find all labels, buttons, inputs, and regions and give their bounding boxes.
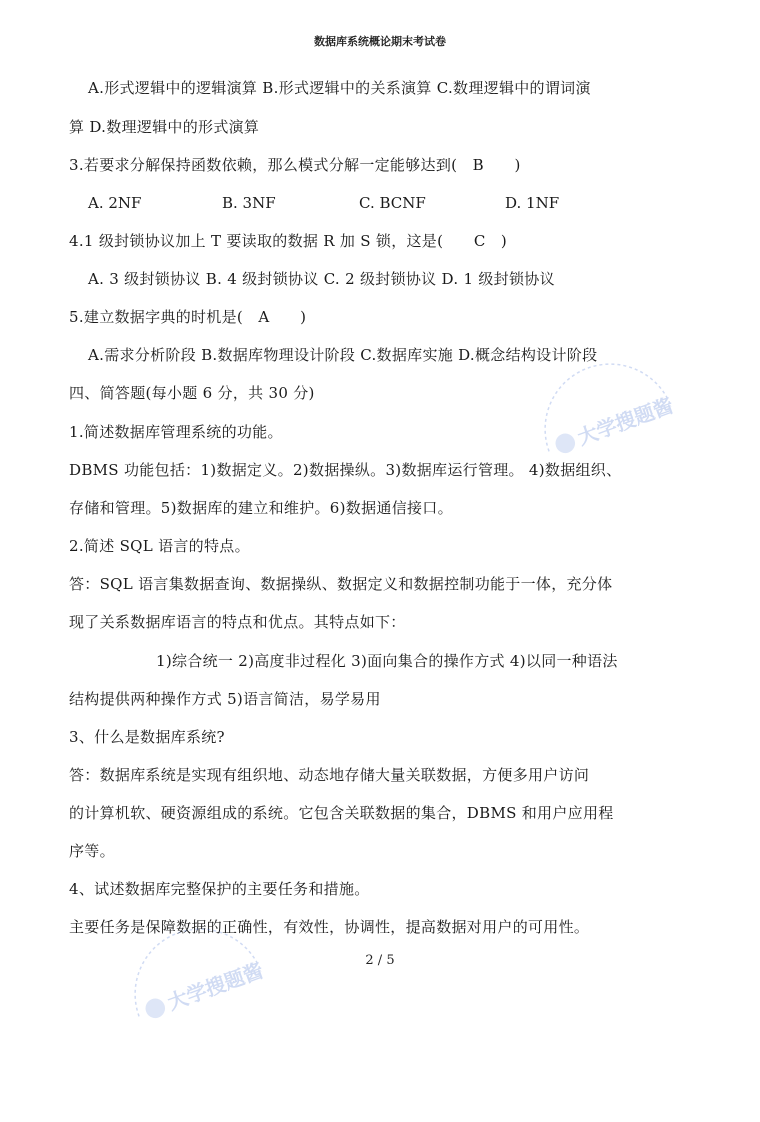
answer-3-line-1: 答：数据库系统是实现有组织地、动态地存储大量关联数据，方便多用户访问 [69, 766, 590, 784]
svg-text:大学搜题酱: 大学搜题酱 [574, 393, 677, 450]
answer-1-line-1: DBMS 功能包括：1)数据定义。2)数据操纵。3)数据库运行管理。 4)数据组织、 [69, 461, 622, 479]
answer-2-line-3: 1)综合统一 2)高度非过程化 3)面向集合的操作方式 4)以同一种语法 [156, 652, 618, 670]
question-3: 3.若要求分解保持函数依赖，那么模式分解一定能够达到( B ) [69, 156, 521, 174]
short-question-1: 1.简述数据库管理系统的功能。 [69, 423, 283, 441]
short-question-2: 2.简述 SQL 语言的特点。 [69, 537, 250, 555]
short-question-3: 3、什么是数据库系统? [69, 728, 225, 746]
watermark-logo [120, 925, 270, 1035]
answer-3-line-3: 序等。 [69, 842, 115, 860]
question-5: 5.建立数据字典的时机是( A ) [69, 308, 307, 326]
question-4: 4.1 级封锁协议加上 T 要读取的数据 R 加 S 锁，这是( C ) [69, 232, 508, 250]
q3-option-d: D. 1NF [505, 194, 560, 212]
page-number: 2 / 5 [365, 953, 395, 968]
svg-text:大学搜题酱: 大学搜题酱 [164, 958, 267, 1015]
q3-option-b: B. 3NF [222, 194, 276, 212]
answer-2-line-2: 现了关系数据库语言的特点和优点。其特点如下： [69, 613, 406, 631]
q2-options-line-2: 算 D.数理逻辑中的形式演算 [69, 118, 260, 136]
section-heading: 四、简答题(每小题 6 分，共 30 分) [69, 384, 315, 402]
answer-2-line-4: 结构提供两种操作方式 5)语言简洁，易学易用 [69, 690, 381, 708]
q5-options: A.需求分析阶段 B.数据库物理设计阶段 C.数据库实施 D.概念结构设计阶段 [88, 346, 598, 364]
page-header: 数据库系统概论期末考试卷 [314, 35, 446, 48]
q3-option-a: A. 2NF [88, 194, 142, 212]
answer-1-line-2: 存储和管理。5)数据库的建立和维护。6)数据通信接口。 [69, 499, 453, 517]
watermark-logo [530, 360, 680, 470]
answer-3-line-2: 的计算机软、硬资源组成的系统。它包含关联数据的集合，DBMS 和用户应用程 [69, 804, 614, 822]
answer-2-line-1: 答：SQL 语言集数据查询、数据操纵、数据定义和数据控制功能于一体，充分体 [69, 575, 613, 593]
q3-option-c: C. BCNF [359, 194, 426, 212]
q4-options: A. 3 级封锁协议 B. 4 级封锁协议 C. 2 级封锁协议 D. 1 级封锁协议 [88, 270, 555, 288]
short-question-4: 4、试述数据库完整保护的主要任务和措施。 [69, 880, 370, 898]
answer-4-line-1: 主要任务是保障数据的正确性，有效性，协调性，提高数据对用户的可用性。 [69, 918, 590, 936]
q2-options-line-1: A.形式逻辑中的逻辑演算 B.形式逻辑中的关系演算 C.数理逻辑中的谓词演 [88, 79, 591, 97]
